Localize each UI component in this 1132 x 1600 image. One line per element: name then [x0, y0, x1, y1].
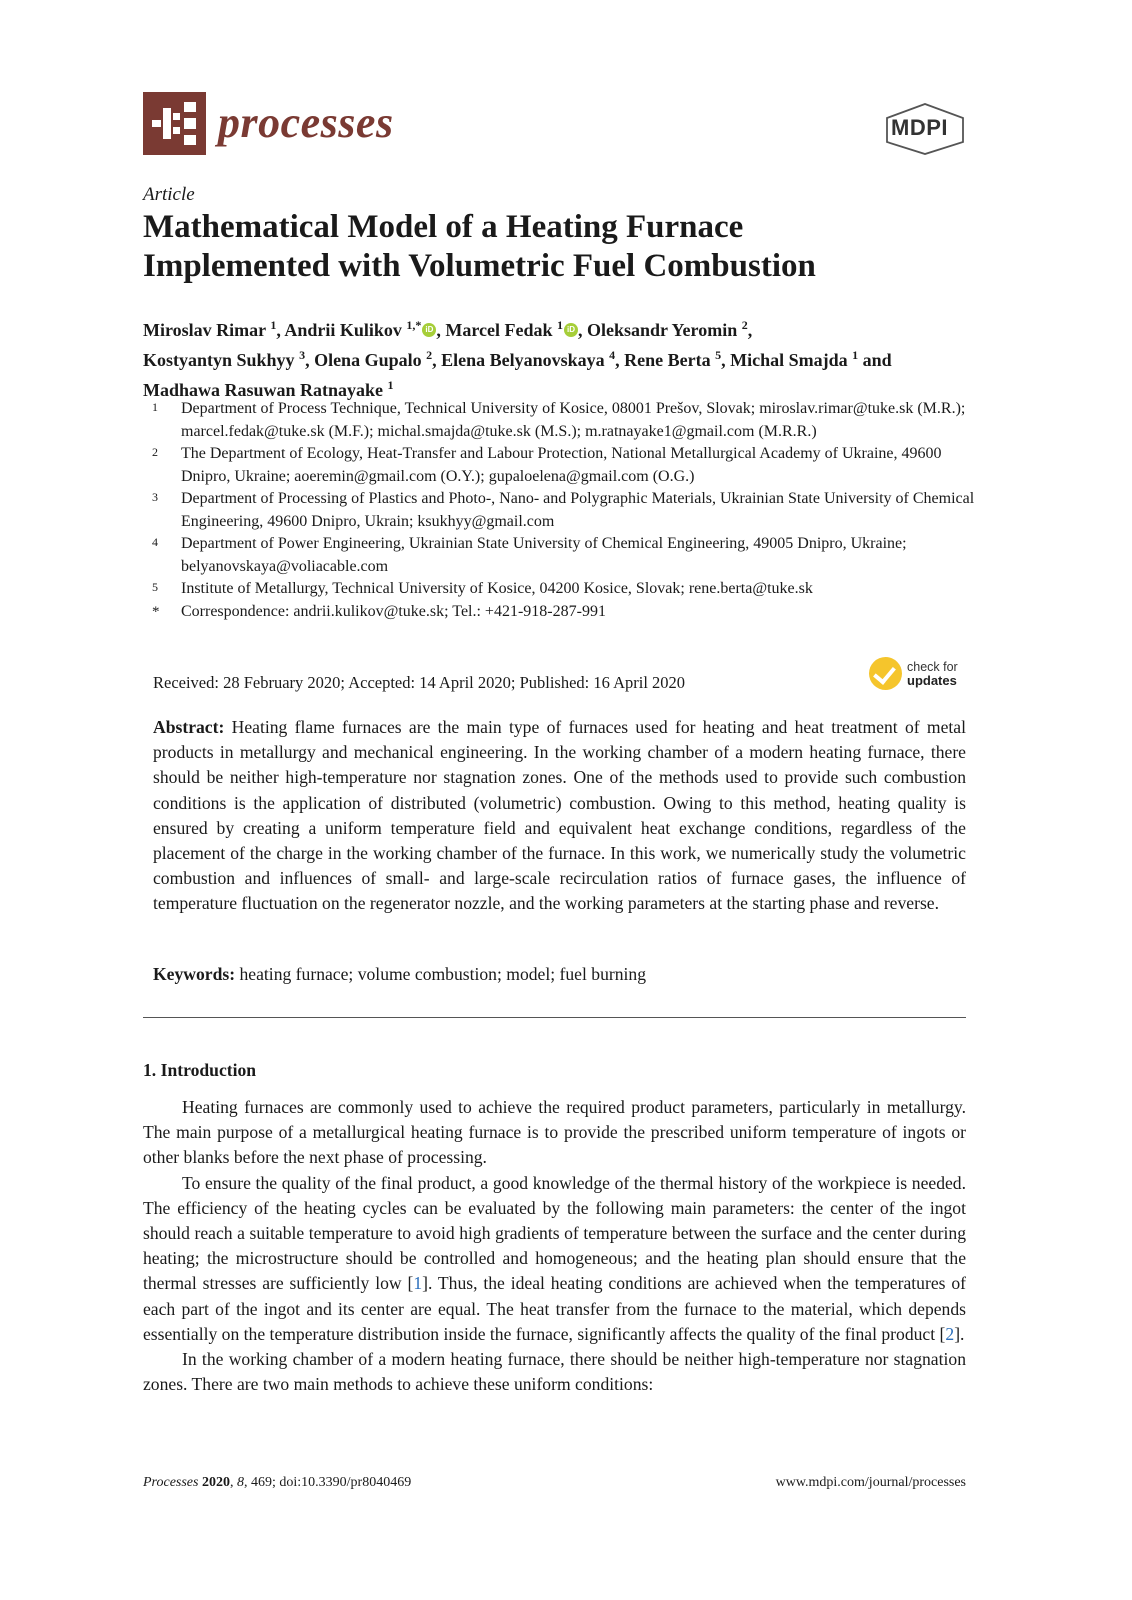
affiliation: 2 The Department of Ecology, Heat-Transfer and Labour Protection, National Metallurgical Academy of Ukraine, 49600 Dnipro, Ukraine; aoeremin@gmail.com (O.Y.); gupaloelena@gmail.com (O.G.): [152, 445, 942, 485]
citation-link[interactable]: 1: [413, 1273, 423, 1294]
orcid-icon[interactable]: iD: [564, 323, 578, 337]
title-line-1: Mathematical Model of a Heating Furnace: [143, 209, 744, 245]
publication-dates: Received: 28 February 2020; Accepted: 14 April 2020; Published: 16 April 2020: [153, 673, 686, 692]
author[interactable]: Elena Belyanovskaya $^4$: [441, 348, 616, 370]
publisher-name: MDPI: [891, 115, 948, 140]
affiliation: 3 Department of Processing of Plastics and Photo-, Nano- and Polygraphic Materials, Ukrainian State University of Chemical Engineering, 49600 Dnipro, Ukrain; ksukhyy@gmail.com: [152, 490, 975, 530]
abstract: [153, 715, 966, 917]
author[interactable]: Olena Gupalo $^2$: [314, 348, 433, 370]
author[interactable]: Andrii Kulikov $^{1,*}$ iD: [284, 320, 436, 340]
check-for-updates-button[interactable]: [869, 657, 958, 690]
article-title: [143, 208, 1043, 286]
author[interactable]: Madhawa Rasuwan Ratnayake $^1$: [143, 378, 394, 400]
check-line-2: updates: [907, 672, 957, 688]
author[interactable]: Kostyantyn Sukhyy $^3$: [143, 348, 306, 370]
affiliation: 1 Department of Process Technique, Technical University of Kosice, 08001 Prešov, Slovak; miroslav.rimar@tuke.sk (M.R.); marcel.fedak@tuke.sk (M.F.); michal.smajda@tuke.sk (M.S.); m.ratnayake1@gmail.com (M.R.R.): [152, 400, 966, 440]
journal-url-link[interactable]: www.mdpi.com/journal/processes: [775, 1475, 966, 1490]
check-line-1: check for: [907, 659, 958, 674]
paragraph: To ensure the quality of the final product, a good knowledge of the thermal history of the workpiece is needed. The efficiency of the heating cycles can be evaluated by the following main parameters: the center of the ingot should reach a suitable temperature to avoid high gradients of temperature between the surface and the center during heating; the microstructure should be controlled and homogeneous; and the heating plan should ensure that the thermal stresses are sufficiently low [1]. Thus, the ideal heating conditions are achieved when the temperatures of each part of the ingot and its center are equal. The heat transfer from the furnace to the material, which depends essentially on the temperature distribution inside the furnace, significantly affects the quality of the final product [2].: [143, 1172, 966, 1344]
paragraph: In the working chamber of a modern heating furnace, there should be neither high-temperature nor stagnation zones. There are two main methods to achieve these uniform conditions:: [143, 1349, 966, 1395]
affiliations: [152, 398, 982, 623]
keywords-text: heating furnace; volume combustion; model; fuel burning: [239, 964, 647, 984]
processes-logo-icon: [143, 92, 206, 155]
author[interactable]: Michal Smajda $^1$: [730, 348, 859, 370]
mdpi-logo[interactable]: [884, 102, 966, 156]
journal-logo[interactable]: [143, 92, 394, 154]
introduction-body: [143, 1095, 966, 1397]
abstract-text: Heating flame furnaces are the main type of furnaces used for heating and heat treatment of metal products in metallurgy and mechanical engineering. In the working chamber of a modern heating furnace, there should be neither high-temperature nor stagnation zones. One of the methods used to provide such combustion conditions is the application of distributed (volumetric) combustion. Owing to this method, heating quality is ensured by creating a uniform temperature field and equivalent heat exchange conditions, regardless of the placement of the charge in the working chamber of the furnace. In this work, we numerically study the volumetric combustion and influences of small- and large-scale recirculation ratios of furnace gases, the influence of temperature fluctuation on the regenerator nozzle, and the working parameters at the starting phase and reverse.: [153, 717, 966, 914]
divider: [143, 1017, 966, 1018]
author-list: Miroslav Rimar $^1$, Andrii Kulikov $^{1,*}$ iD , Marcel Fedak $^1$ iD , Oleksandr Yeromin $^2$, Kostyantyn Sukhyy $^3$, Olena Gupalo $^2$, Elena Belyanovskaya $^4$, Rene Berta $^5$, Michal Smajda $^1$ and Madhawa Rasuwan Ratnayake $^1$: [143, 318, 892, 400]
keywords-label: Keywords:: [153, 964, 236, 984]
paragraph: Heating furnaces are commonly used to achieve the required product parameters, particularly in metallurgy. The main purpose of a metallurgical heating furnace is to provide the prescribed uniform temperature of ingots or other blanks before the next phase of processing.: [143, 1097, 966, 1168]
citation-footer: Processes 2020, 8, 469; doi:10.3390/pr8040469: [143, 1475, 412, 1490]
title-line-2: Implemented with Volumetric Fuel Combustion: [143, 248, 816, 284]
author[interactable]: Miroslav Rimar $^1$: [143, 318, 277, 340]
abstract-label: Abstract:: [153, 717, 225, 737]
author[interactable]: Marcel Fedak $^1$ iD: [445, 320, 578, 340]
orcid-icon[interactable]: iD: [422, 323, 436, 337]
citation-link[interactable]: 2: [945, 1323, 955, 1344]
affiliation: 4 Department of Power Engineering, Ukrainian State University of Chemical Engineering, 49005 Dnipro, Ukraine; belyanovskaya@voliacable.com: [152, 535, 907, 575]
keywords: [153, 964, 966, 985]
journal-name: processes: [218, 98, 394, 147]
correspondence: * Correspondence: andrii.kulikov@tuke.sk; Tel.: +421-918-287-991: [152, 602, 606, 620]
section-heading: 1. Introduction: [143, 1060, 257, 1080]
author[interactable]: Rene Berta $^5$: [624, 348, 722, 370]
author[interactable]: Oleksandr Yeromin $^2$: [587, 318, 748, 340]
affiliation: 5 Institute of Metallurgy, Technical University of Kosice, 04200 Kosice, Slovak; rene.berta@tuke.sk: [152, 580, 813, 597]
article-type: Article: [143, 184, 195, 205]
checkmark-icon: [869, 657, 902, 690]
